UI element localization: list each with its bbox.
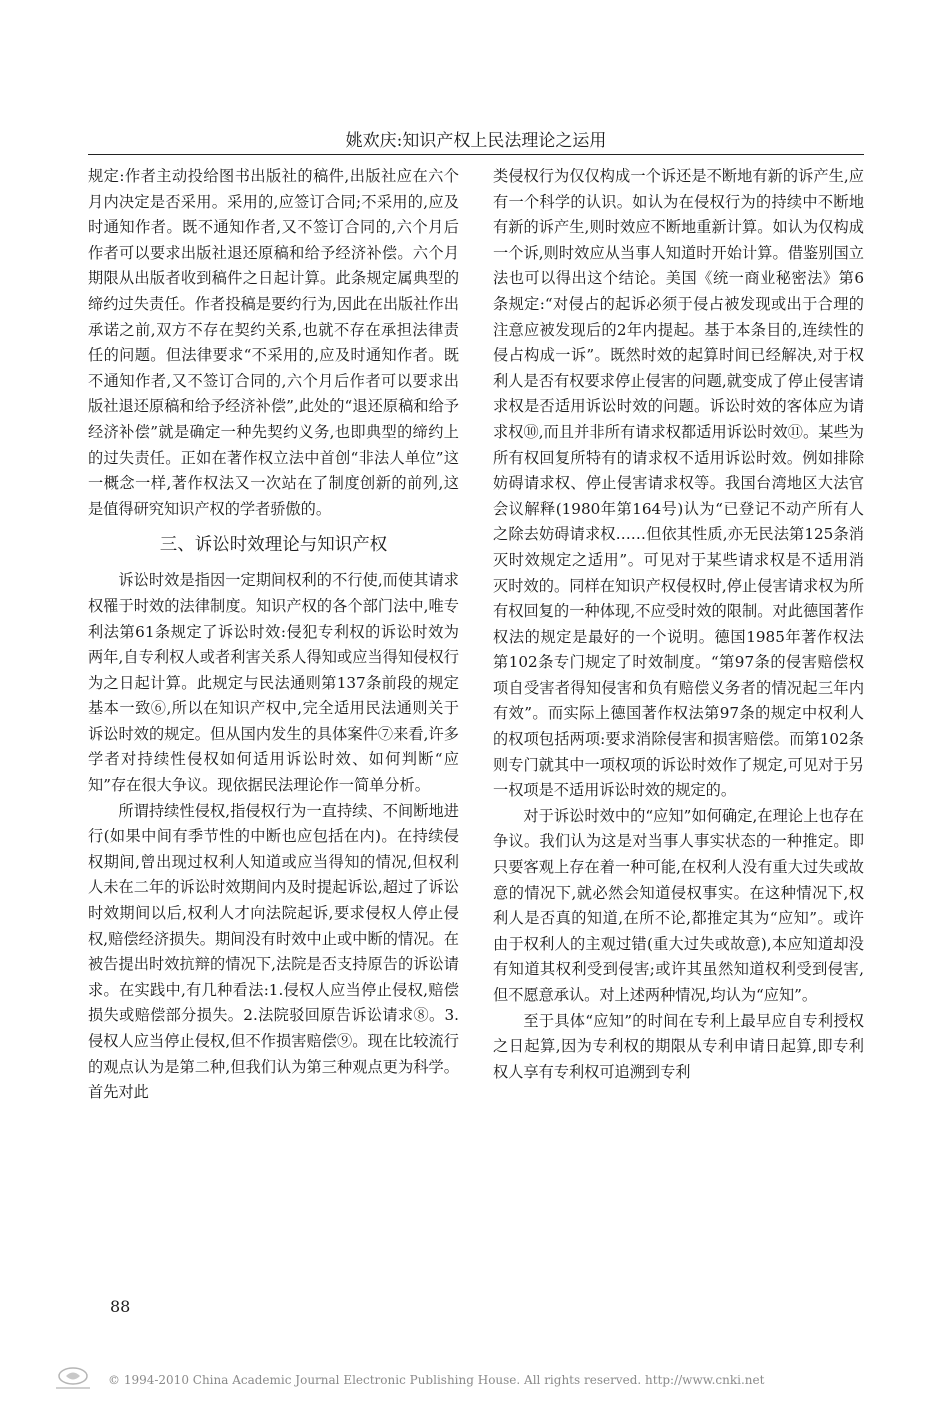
page-number: 88 bbox=[110, 1297, 131, 1316]
right-paragraph-1: 类侵权行为仅仅构成一个诉还是不断地有新的诉产生,应有一个科学的认识。如认为在侵权行为的持续中不断地有新的诉产生,则时效应不断地重新计算。如认为仅构成一个诉,则时效应从当事人知道时开始计算。借鉴别国立法也可以得出这个结论。美国《统一商业秘密法》第6条规定:“对侵占的起诉必须于侵占被发现或出于合理的注意应被发现后的2年内提起。基于本条目的,连续性的侵占构成一诉”。既然时效的起算时间已经解决,对于权利人是否有权要求停止侵害的问题,就变成了停止侵害请求权是否适用诉讼时效的问题。诉讼时效的客体应为请求权⑩,而且并非所有请求权都适用诉讼时效⑪。某些为所有权回复所特有的请求权不适用诉讼时效。例如排除妨碍请求权、停止侵害请求权等。我国台湾地区大法官会议解释(1980年第164号)认为“已登记不动产所有人之除去妨碍请求权……但依其性质,亦无民法第125条消灭时效规定之适用”。可见对于某些请求权是不适用消灭时效的。同样在知识产权侵权时,停止侵害请求权为所有权回复的一种体现,不应受时效的限制。对此德国著作权法的规定是最好的一个说明。德国1985年著作权法第102条专门规定了时效制度。“第97条的侵害赔偿权项自受害者得知侵害和负有赔偿义务者的情况起三年内有效”。而实际上德国著作权法第97条的规定中权利人的权项包括两项:要求消除侵害和损害赔偿。而第102条则专门就其中一项权项的诉讼时效作了规定,可见对于另一权项是不适用诉讼时效的规定的。 bbox=[493, 167, 864, 800]
right-column bbox=[493, 164, 864, 1085]
section-heading: 三、诉讼时效理论与知识产权 bbox=[159, 535, 388, 556]
right-paragraph-3: 至于具体“应知”的时间在专利上最早应自专利授权之日起算,因为专利权的期限从专利申请日起算,即专利权人享有专利权可追溯到专利 bbox=[493, 1011, 864, 1081]
running-head: 姚欢庆:知识产权上民法理论之运用 bbox=[88, 130, 864, 155]
left-paragraph-1: 规定:作者主动投给图书出版社的稿件,出版社应在六个月内决定是否采用。采用的,应签订合同;不采用的,应及时通知作者。既不通知作者,又不签订合同的,六个月后作者可以要求出版社退还原稿和给予经济补偿。六个月期限从出版者收到稿件之日起计算。此条规定属典型的缔约过失责任。作者投稿是要约行为,因此在出版社作出承诺之前,双方不存在契约关系,也就不存在承担法律责任的问题。但法律要求“不采用的,应及时通知作者。既不通知作者,又不签订合同的,六个月后作者可以要求出版社退还原稿和给予经济补偿”,此处的“退还原稿和给予经济补偿”就是确定一种先契约义务,也即典型的缔约上的过失责任。正如在著作权立法中首创“非法人单位”这一概念一样,著作权法又一次站在了制度创新的前列,这是值得研究知识产权的学者骄傲的。 bbox=[88, 167, 459, 518]
left-paragraph-3: 所谓持续性侵权,指侵权行为一直持续、不间断地进行(如果中间有季节性的中断也应包括在内)。在持续侵权期间,曾出现过权利人知道或应当得知的情况,但权利人未在二年的诉讼时效期间内及时提起诉讼,超过了诉讼时效期间以后,权利人才向法院起诉,要求侵权人停止侵权,赔偿经济损失。期间没有时效中止或中断的情况。在被告提出时效抗辩的情况下,法院是否支持原告的诉讼请求。在实践中,有几种看法:1.侵权人应当停止侵权,赔偿损失或赔偿部分损失。2.法院驳回原告诉讼请求⑧。3.侵权人应当停止侵权,但不作损害赔偿⑨。现在比较流行的观点认为是第二种,但我们认为第三种观点更为科学。首先对此 bbox=[88, 801, 459, 1102]
right-paragraph-2: 对于诉讼时效中的“应知”如何确定,在理论上也存在争议。我们认为这是对当事人事实状态的一种推定。即只要客观上存在着一种可能,在权利人没有重大过失或故意的情况下,就必然会知道侵权事实。在这种情况下,权利人是否真的知道,在所不论,都推定其为“应知”。或许由于权利人的主观过错(重大过失或故意),本应知道却没有知道其权利受到侵害;或许其虽然知道权利受到侵害,但不愿意承认。对上述两种情况,均认为“应知”。 bbox=[493, 806, 864, 1004]
left-paragraph-2: 诉讼时效是指因一定期间权利的不行使,而使其请求权罹于时效的法律制度。知识产权的各个部门法中,唯专利法第61条规定了诉讼时效:侵犯专利权的诉讼时效为两年,自专利权人或者利害关系人得知或应当得知侵权行为之日起计算。此规定与民法通则第137条前段的规定基本一致⑥,所以在知识产权中,完全适用民法通则关于诉讼时效的规定。但从国内发生的具体案件⑦来看,许多学者对持续性侵权如何适用诉讼时效、如何判断“应知”存在很大争议。现依据民法理论作一简单分析。 bbox=[88, 571, 459, 795]
copyright-notice: © 1994-2010 China Academic Journal Electronic Publishing House. All rights reserved. http://www.cnki.net bbox=[108, 1373, 765, 1387]
cnki-logo-icon bbox=[50, 1364, 96, 1392]
left-column bbox=[88, 164, 459, 1106]
